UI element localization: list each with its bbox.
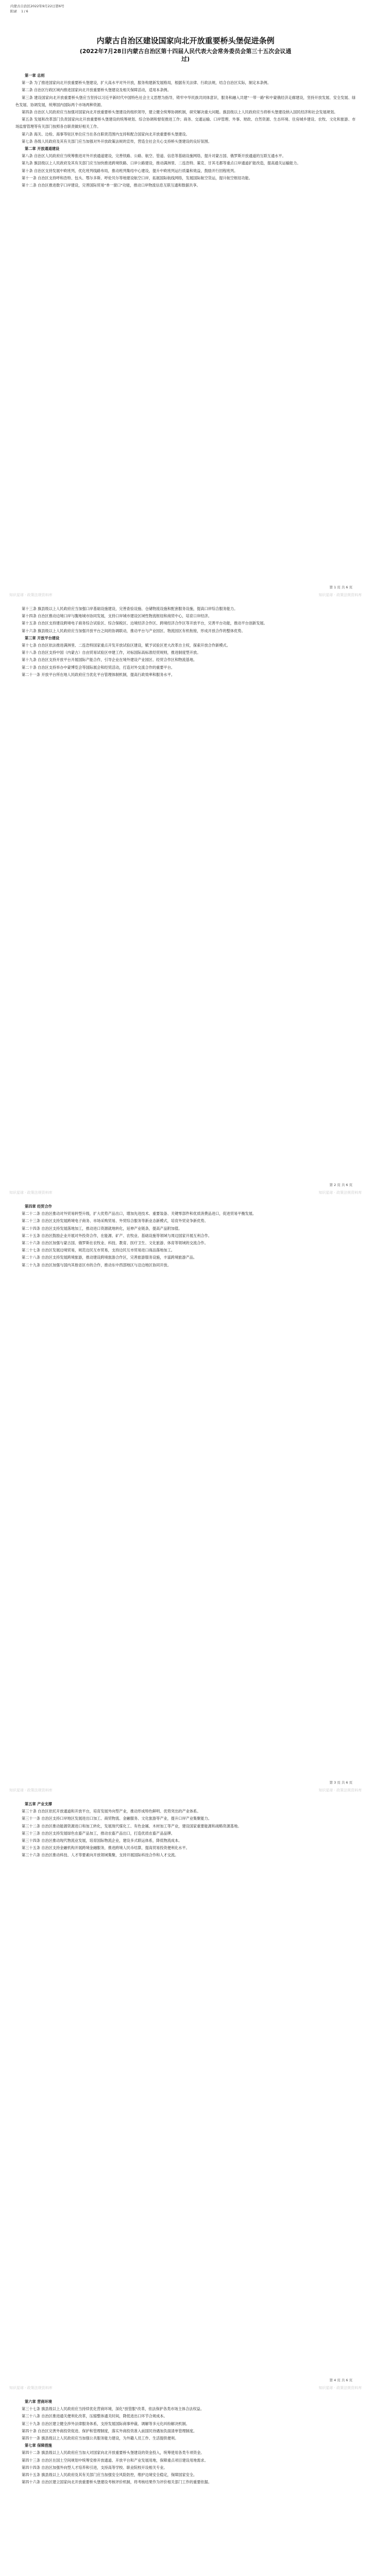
article-paragraph: 第八条 自治区人民政府应当统筹推进对外开放通道建设，完善铁路、公路、航空、管道、信息等基础设施网络，提升对蒙古国、俄罗斯开放通道的互联互通水平。 [22,154,286,159]
article-paragraph: 第三条 建设国家向北开放重要桥头堡应当坚持以习近平新时代中国特色社会主义思想为指导，铸牢中华民族共同体意识，服务和融入共建"一带一路"和中蒙俄经济走廊建设，坚持开放发展、安全发展、绿色发展、协调发展，统筹国内国际两个市场两种资源。 [15,95,356,107]
article-paragraph: 第三十八条 自治区推进通关便利化改革，压缩整体通关时间，降低进出口环节合规成本。 [22,2414,167,2419]
watermark-text: 知识星球 · 政策法规资料库 [318,593,362,597]
article-paragraph: 第四十四条 自治区加强外向型人才培养和引进，支持高等学校、职业院校开设相关专业。 [22,2465,167,2470]
article-paragraph: 第三十条 自治区依托开放通道和开放平台，培育发展外向型产业，推动形成特色鲜明、优势突出的产业体系。 [22,1809,201,1814]
article-paragraph: 第三十七条 旗县级以上人民政府应当持续优化营商环境，深化"放管服"改革，依法保护各类市场主体合法权益。 [22,2406,204,2412]
article-paragraph: 第十一条 自治区支持呼和浩特、包头、鄂尔多斯、呼伦贝尔等地建设航空口岸，拓展国际航线网络，发展国际航空货运，提升航空枢纽功能。 [22,175,252,180]
watermark-text: 知识星球 · 政策法规资料库 [9,2386,53,2390]
article-paragraph: 第二条 自治区行政区域内推进国家向北开放重要桥头堡建设及相关保障活动，适用本条例。 [22,88,171,93]
article-paragraph: 第四十二条 旗县级以上人民政府应当加大对国家向北开放重要桥头堡建设的资金投入，统筹使用各类专项资金。 [22,2450,205,2455]
chapter-heading: 第五章 产业支撑 [25,1802,52,1806]
article-paragraph: 第二十五条 自治区鼓励企业开展对外投资合作，在能源、矿产、农牧业、基础设施等领域与周边国家开展互利合作。 [22,1233,212,1238]
article-paragraph: 第十四条 自治区推动边境口岸与腹地城市协同发展，支持口岸城市建设区域性物流枢纽和商贸中心，培育口岸经济。 [22,614,212,619]
article-paragraph: 第十二条 自治区推进数字口岸建设，完善国际贸易"单一窗口"功能，推动口岸物流信息互联互通和数据共享。 [22,183,200,188]
section-1 [0,72,371,189]
article-paragraph: 第十七条 自治区依法推进满洲里、二连浩特国家重点开发开放试验区建设，赋予试验区更大改革自主权，探索开放合作新模式。 [22,643,230,648]
article-paragraph: 第四十三条 自治区在国土空间规划中统筹安排开放通道、开放平台和产业发展用地，保障重点项目建设用地需求。 [22,2458,208,2463]
article-paragraph: 第四十五条 旗县级以上人民政府及其有关部门应当加强安全风险防控，维护边境安全稳定，保障国家安全。 [22,2472,197,2478]
chapter-heading: 第六章 营商环境 [25,2399,52,2404]
chapter-heading: 第七章 保障措施 [25,2443,52,2448]
article-paragraph: 第四十一条 旗县级以上人民政府应当加强公共服务能力建设，为外籍人员工作、生活提供便利。 [22,2436,179,2441]
article-paragraph: 第十五条 自治区支持建设跨境电子商务综合试验区、综合保税区、边境经济合作区、跨境经济合作区等开放平台，完善平台功能，推动平台创新发展。 [22,621,267,626]
article-paragraph: 第七条 各级人民政府及其有关部门应当加强对外开放政策法规的宣传，营造全社会关心支持桥头堡建设的良好氛围。 [22,139,212,144]
chapter-heading: 第三章 开放平台建设 [25,635,60,640]
article-paragraph: 第四十条 自治区完善外商投资促进、保护和管理制度，落实外商投资准入前国民待遇加负面清单管理制度。 [22,2428,197,2433]
watermark-text: 知识星球 · 政策法规资料库 [318,1191,362,1195]
article-paragraph: 第一条 为了推进国家向北开放重要桥头堡建设，扩大高水平对外开放，服务构建新发展格局，根据有关法律、行政法规，结合自治区实际，制定本条例。 [22,80,271,86]
section-5 [0,2398,371,2486]
article-paragraph: 第三十三条 自治区支持发展绿色农畜产品加工，推动农畜产品出口，打造优质农畜产品品牌。 [22,1831,175,1836]
article-paragraph: 第二十三条 自治区支持发展跨境电子商务、市场采购贸易、外贸综合服务等新业态新模式，培育外贸竞争新优势。 [22,1218,208,1224]
article-paragraph: 第九条 旗县级以上人民政府及其有关部门应当加快推进跨境铁路、口岸公路建设，推动满洲里、二连浩特、策克、甘其毛都等重点口岸通道扩能改造，提高通关运输能力。 [22,161,301,166]
article-paragraph: 第十条 自治区支持发展中欧班列，优化班列线路布局，推动班列集结中心建设，提升中欧班列运行质量和效益，鼓励开行回程班列。 [22,168,238,173]
page-badge: 1 / 6 [21,9,28,13]
article-paragraph: 第二十一条 开放平台所在地人民政府应当优化平台管理体制机制，提高行政效率和服务水平。 [22,672,175,677]
page-number: 第 3 页 共 6 页 [329,1781,352,1785]
header-line-2 [10,9,64,14]
page-number: 第 2 页 共 6 页 [329,1183,352,1187]
article-paragraph: 第二十八条 自治区支持发展跨境旅游，推动建设跨境旅游合作区，完善旅游服务设施，丰富跨境旅游产品。 [22,1255,197,1260]
section-4 [0,1801,371,1859]
article-paragraph: 第四十六条 自治区建立国家向北开放重要桥头堡建设考核评价机制，将考核结果作为评价相关部门工作的重要依据。 [22,2480,212,2485]
article-paragraph: 第六条 海关、边检、海事等驻区单位应当在各自职责范围内支持和配合国家向北开放重要桥头堡建设。 [22,131,190,137]
article-paragraph: 第三十二条 自治区推动能源资源进口和加工转化，发展现代煤化工、有色金属、木材加工等产业，建设国家重要能源和战略资源基地。 [22,1823,242,1828]
article-paragraph: 第十六条 旗县级以上人民政府应当加强开放平台之间的协调联动，推动平台与产业园区、物流园区有机衔接，形成开放合作的整体优势。 [22,628,245,633]
article-paragraph: 第二十二条 自治区推动对外贸易转型升级，扩大优势产品出口，增加先进技术、重要装备、关键零部件和优质消费品进口，促进贸易平衡发展。 [22,1211,257,1216]
article-paragraph: 第十九条 自治区支持开放平台开展国际产能合作，引导企业在境外建设产业园区、经贸合作区和物流基地。 [22,657,197,663]
header-appendix-label: 附录 [10,9,17,13]
section-3 [0,1203,371,1269]
article-paragraph: 第三十六条 自治区推动科技、人才等要素向开放领域集聚，支持开展国际科技合作和人才交流。 [22,1853,179,1858]
article-paragraph: 第四条 自治区人民政府应当加强对国家向北开放重要桥头堡建设的组织领导，建立健全统筹协调机制，研究解决重大问题。旗县级以上人民政府应当将桥头堡建设纳入国民经济和社会发展规划。 [22,110,338,115]
page-number: 第 4 页 共 6 页 [329,2378,352,2382]
chapter-heading: 第二章 开放通道建设 [25,146,60,151]
chapter-heading: 第四章 经贸合作 [25,1204,52,1209]
watermark-text: 知识星球 · 政策法规资料库 [9,1788,53,1792]
section-2 [0,605,371,679]
chapter-heading: 第一章 总则 [25,73,45,78]
article-paragraph: 第十三条 旗县级以上人民政府应当加强口岸基础设施建设，完善查验设施、仓储物流设施和配套服务设施，提高口岸综合服务能力。 [22,606,238,611]
article-paragraph: 第二十四条 自治区支持发展落地加工，推动进口资源就地转化，延伸产业链条，提高产品附加值。 [22,1226,182,1231]
article-paragraph: 第二十九条 自治区加强与国内其他省区市的合作，推动东中西部地区与沿边地区协同开放。 [22,1262,171,1267]
article-paragraph: 第十八条 自治区支持中国（内蒙古）自由贸易试验区申建工作，对标国际高标准经贸规则，推进制度型开放。 [22,650,201,655]
watermark-text: 知识星球 · 政策法规资料库 [9,1191,53,1195]
watermark-text: 知识星球 · 政策法规资料库 [318,2386,362,2390]
document-header [10,4,64,14]
document-title: 内蒙古自治区建设国家向北开放重要桥头堡促进条例 [96,36,275,45]
article-paragraph: 第二十条 自治区支持举办中蒙博览会等国际展会和经贸活动，打造对外交流合作的重要平台。 [22,665,175,670]
header-line-1: 内蒙古自治区2022年9月22日第6号 [10,4,64,8]
article-paragraph: 第五条 发展和改革部门负责国家向北开放重要桥头堡建设的统筹规划、综合协调和督促推进工作；商务、交通运输、口岸管理、外事、财政、自然资源、生态环境、住房城乡建设、农牧、文化和旅游、市场监督管理等有关部门按照各自职责做好相关工作。 [15,117,356,129]
article-paragraph: 第二十六条 自治区加强与蒙古国、俄罗斯在农牧业、科技、教育、医疗卫生、文化旅游、体育等领域的交流合作。 [22,1241,208,1246]
page-number: 第 1 页 共 6 页 [329,585,352,589]
watermark-text: 知识星球 · 政策法规资料库 [9,593,53,597]
document-subtitle: (2022年7月28日内蒙古自治区第十四届人民代表大会常务委员会第三十五次会议通过) [79,48,292,63]
article-paragraph: 第二十七条 自治区发展边境贸易，规范边民互市贸易，支持边民互市贸易进口商品落地加工。 [22,1248,175,1253]
article-paragraph: 第三十五条 自治区支持金融机构开展跨境金融服务，推进跨境人民币结算，提高贸易投资便利化水平。 [22,1845,190,1851]
article-paragraph: 第三十一条 自治区支持口岸地区发展进出口加工、商贸物流、金融服务、文化旅游等产业，提升口岸产业集聚能力。 [22,1816,212,1821]
watermark-text: 知识星球 · 政策法规资料库 [318,1788,362,1792]
article-paragraph: 第三十九条 自治区建立健全涉外法律服务体系，支持发展国际商事仲裁、调解等多元化纠纷解决机制。 [22,2421,190,2426]
article-paragraph: 第三十四条 自治区推动现代物流业发展，培育国际物流企业，建设多式联运体系，降低物流成本。 [22,1838,182,1843]
